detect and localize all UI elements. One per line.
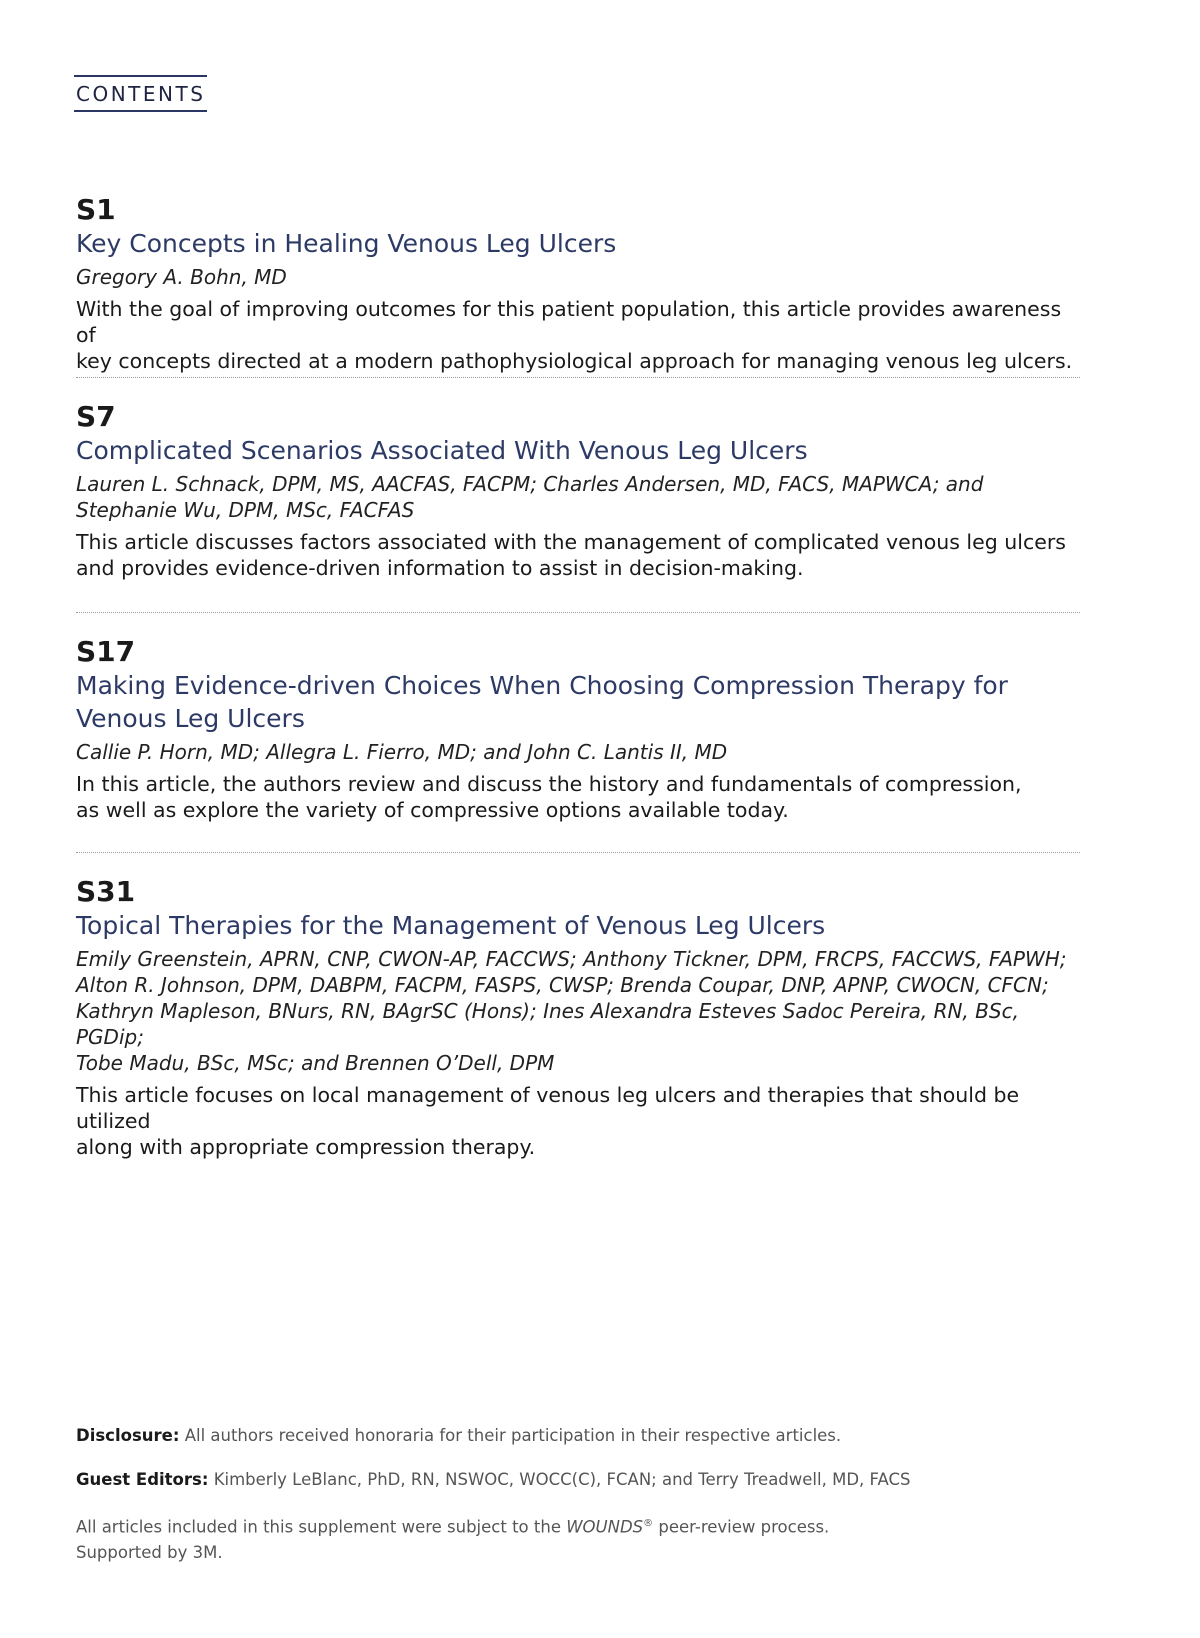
peer-review-note <box>76 1511 1086 1565</box>
description-line: key concepts directed at a modern pathophysiological approach for managing venous leg ulcers. <box>76 349 1073 373</box>
article-entry <box>76 875 1086 1160</box>
article-authors <box>76 264 1086 290</box>
author-line: Emily Greenstein, APRN, CNP, CWON-AP, FACCWS; Anthony Tickner, DPM, FRCPS, FACCWS, FAPWH; <box>76 947 1067 971</box>
guest-editors-text: Kimberly LeBlanc, PhD, RN, NSWOC, WOCC(C), FCAN; and Terry Treadwell, MD, FACS <box>208 1470 911 1489</box>
registered-mark: ® <box>643 1518 654 1529</box>
article-title[interactable] <box>76 669 1086 735</box>
support-note: Supported by 3M. <box>76 1542 223 1562</box>
article-page-number: S7 <box>76 400 116 433</box>
article-page-number: S31 <box>76 875 136 908</box>
peer-review-prefix: All articles included in this supplement were subject to the <box>76 1517 567 1537</box>
author-line: Stephanie Wu, DPM, MSc, FACFAS <box>76 498 415 522</box>
divider <box>76 612 1080 613</box>
article-authors <box>76 739 1086 765</box>
disclosure-note <box>76 1423 1086 1448</box>
article-description <box>76 771 1086 823</box>
description-line: along with appropriate compression therapy. <box>76 1135 536 1159</box>
article-authors <box>76 471 1086 523</box>
article-entry <box>76 635 1086 823</box>
article-page-number: S1 <box>76 193 116 226</box>
contents-heading: CONTENTS <box>74 75 207 112</box>
article-title[interactable]: Key Concepts in Healing Venous Leg Ulcers <box>76 229 617 258</box>
article-page-number: S17 <box>76 635 136 668</box>
journal-name: WOUNDS <box>566 1517 644 1537</box>
description-line: This article focuses on local management of venous leg ulcers and therapies that should be utilized <box>76 1083 1020 1133</box>
description-line: as well as explore the variety of compressive options available today. <box>76 798 789 822</box>
description-line: With the goal of improving outcomes for this patient population, this article provides awareness of <box>76 297 1062 347</box>
author-line: Kathryn Mapleson, BNurs, RN, BAgrSC (Hons); Ines Alexandra Esteves Sadoc Pereira, RN, BSc, PGDip; <box>76 999 1019 1049</box>
title-line: Making Evidence-driven Choices When Choosing Compression Therapy for <box>76 671 1008 700</box>
article-description <box>76 1082 1086 1160</box>
author-line: Alton R. Johnson, DPM, DABPM, FACPM, FASPS, CWSP; Brenda Coupar, DNP, APNP, CWOCN, CFCN; <box>76 973 1049 997</box>
guest-editors-label: Guest Editors: <box>76 1470 209 1489</box>
divider <box>76 852 1080 853</box>
article-title[interactable]: Topical Therapies for the Management of Venous Leg Ulcers <box>76 911 826 940</box>
guest-editors-note <box>76 1467 1086 1492</box>
author-line: Callie P. Horn, MD; Allegra L. Fierro, MD; and John C. Lantis II, MD <box>76 740 728 764</box>
article-authors <box>76 946 1086 1076</box>
divider <box>76 377 1080 378</box>
disclosure-text: All authors received honoraria for their participation in their respective articles. <box>179 1426 842 1445</box>
article-description <box>76 529 1086 581</box>
description-line: This article discusses factors associated with the management of complicated venous leg ulcers <box>76 530 1066 554</box>
title-line: Venous Leg Ulcers <box>76 704 305 733</box>
peer-review-suffix: peer-review process. <box>653 1517 830 1537</box>
article-title[interactable]: Complicated Scenarios Associated With Venous Leg Ulcers <box>76 436 808 465</box>
article-description <box>76 296 1086 374</box>
author-line: Gregory A. Bohn, MD <box>76 265 287 289</box>
author-line: Tobe Madu, BSc, MSc; and Brennen O’Dell, DPM <box>76 1051 555 1075</box>
disclosure-label: Disclosure: <box>76 1426 180 1445</box>
article-entry <box>76 400 1086 581</box>
description-line: and provides evidence-driven information to assist in decision-making. <box>76 556 804 580</box>
article-entry <box>76 193 1086 374</box>
description-line: In this article, the authors review and discuss the history and fundamentals of compression, <box>76 772 1022 796</box>
author-line: Lauren L. Schnack, DPM, MS, AACFAS, FACPM; Charles Andersen, MD, FACS, MAPWCA; and <box>76 472 984 496</box>
